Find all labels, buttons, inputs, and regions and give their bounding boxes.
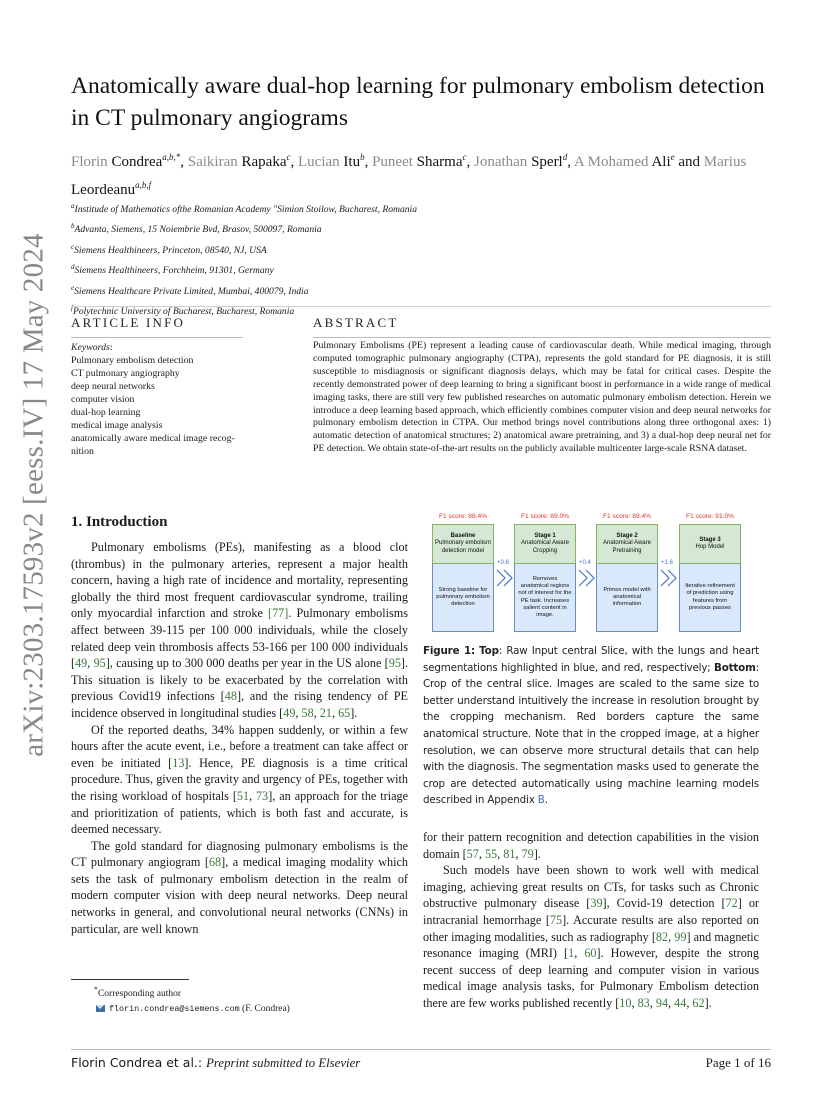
author-first-name: Jonathan bbox=[473, 154, 528, 170]
caption-top-label: Top bbox=[479, 645, 499, 657]
abstract-heading: ABSTRACT bbox=[313, 315, 399, 330]
affiliation-mark: a bbox=[71, 202, 75, 210]
paragraph-text: ], causing up to 300 000 deaths per year in the US alone [ bbox=[105, 656, 389, 671]
f1-score-label: F1 score: 89.4% bbox=[602, 513, 651, 520]
arxiv-stamp-text: arXiv:2303.17593v2 [eess.IV] 17 May 2024 bbox=[17, 233, 50, 757]
double-chevron-right-icon bbox=[659, 568, 681, 588]
affiliation-mark: d bbox=[71, 263, 75, 272]
affiliation-text: Siemens Healthineers, Forchheim, 91301, Germany bbox=[74, 265, 274, 277]
citation-link[interactable]: 58 bbox=[301, 705, 314, 720]
paragraph-text: ] or intracranial hemorrhage [ bbox=[423, 896, 759, 927]
keyword-item: Pulmonary embolism detection bbox=[71, 355, 194, 366]
author-affiliation-marks: c bbox=[462, 152, 467, 162]
affiliation-item bbox=[71, 239, 531, 259]
email-note: (F. Condrea) bbox=[242, 1004, 290, 1015]
affiliation-item bbox=[71, 280, 531, 300]
page-number: Page 1 of 16 bbox=[705, 1055, 771, 1070]
double-chevron-right-icon bbox=[577, 568, 599, 588]
footnote-mark: * bbox=[94, 985, 98, 994]
stage-header-box bbox=[679, 524, 741, 564]
author-affiliation-marks: c bbox=[286, 152, 291, 162]
stage-description-box: Strong baseline for pulmonary embolism detection bbox=[432, 564, 494, 632]
author-list: Florin Condrea$^{a,b,*}$, Saikiran Rapaka$^c$, Lucian Itu$^b$, Puneet Sharma$^c$, Jonathan Sperl$^d$, A Mohamed Ali$^e$ and Marius Leordeanu$^{a,b,f}$ bbox=[71, 152, 747, 198]
arxiv-identifier-stamp bbox=[14, 233, 54, 757]
affiliation-text: Polytechnic University of Bucharest, Bucharest, Romania bbox=[72, 306, 295, 318]
citation-link[interactable]: 49 bbox=[283, 705, 296, 720]
caption-bottom-text: : Crop of the central slice. Images are scaled to the same size to better understand intuitively the increase in resolution brought by the cropping mechanism. Red borders capture the same anatomical structure. Note that in the cropped image, at a higher resolution, we can observe more structural details that can help with the diagnosis. The segmentation masks used to generate the crop are detected automatically using machine learning models described in Appendix bbox=[423, 661, 759, 807]
citation-link[interactable]: 21 bbox=[319, 705, 332, 720]
stage-title: Baseline bbox=[450, 533, 476, 540]
author-name bbox=[372, 154, 466, 170]
paragraph-text: , bbox=[497, 846, 504, 861]
figure-1-caption bbox=[423, 643, 759, 809]
citation-link[interactable]: 82 bbox=[655, 929, 669, 944]
affiliation-mark: f bbox=[71, 303, 73, 312]
paragraph-text: for their pattern recognition and detection capabilities in the vision domain [ bbox=[423, 830, 759, 861]
citation-link[interactable]: 75 bbox=[549, 912, 563, 927]
paragraph-text: ]. This situation is likely to be exacerbated by the correlation with previous Covid19 infections [ bbox=[71, 656, 409, 704]
appendix-link[interactable]: B bbox=[537, 794, 545, 807]
citation-link[interactable]: 10 bbox=[619, 995, 632, 1010]
keyword-item: computer vision bbox=[71, 394, 135, 405]
paragraph-text: Pulmonary embolisms (PEs), manifesting as a blood clot (thrombus) in the pulmonary arteries, represent a major health concern, having a high rate of incidence and mortality, representing globally the third most frequent cardiovascular syndrome, trailing only myocardial infarction and stroke bbox=[71, 540, 408, 621]
author-first-name: Puneet bbox=[372, 154, 413, 170]
f1-gain-label: +1.6 bbox=[661, 560, 673, 566]
f1-score-label: F1 score: 91.0% bbox=[685, 513, 734, 520]
citation-link[interactable]: 81 bbox=[503, 846, 516, 861]
citation-link[interactable]: 73 bbox=[256, 788, 269, 803]
paragraph-text: , bbox=[478, 846, 485, 861]
f1-gain-label: +0.6 bbox=[497, 560, 509, 566]
paragraph-text: ], an approach for the triage and prioritization of patients, which is both fast and accurate, is deemed necessary. bbox=[71, 788, 408, 837]
caption-bottom-label: Bottom bbox=[714, 661, 756, 674]
author-last-name: Condrea bbox=[111, 154, 163, 170]
paragraph-text: ], a medical imaging modality which sets the task of pulmonary embolism detection in the realm of modern computer vision with deep neural networks. Deep neural networks in general, and convolutional neural networks (CNNs) in particular, are well known bbox=[71, 855, 408, 936]
citation-link[interactable]: 79 bbox=[521, 846, 534, 861]
author-affiliation-marks: b bbox=[360, 152, 365, 162]
paragraph-text: . Pulmonary embolisms affect between 39-115 per 100 000 individuals, while the closely related deep vein thrombosis affects 53-166 per 100 000 individuals [ bbox=[71, 606, 408, 671]
citation-link[interactable]: 62 bbox=[692, 995, 705, 1010]
stage-title: Stage 1 bbox=[534, 533, 556, 540]
affiliation-text: Siemens Healthineers, Princeton, 08540, NJ, USA bbox=[74, 244, 267, 256]
paper-title: Anatomically aware dual-hop learning for pulmonary embolism detection in CT pulmonary angiograms bbox=[71, 73, 765, 131]
f1-score-label: F1 score: 88.4% bbox=[438, 513, 487, 520]
footnote-divider bbox=[71, 979, 189, 980]
keyword-item: CT pulmonary angiography bbox=[71, 368, 180, 379]
body-paragraph bbox=[71, 539, 408, 722]
paragraph-text: , bbox=[631, 995, 638, 1010]
affiliation-mark: b bbox=[71, 222, 75, 231]
abstract-text: Pulmonary Embolisms (PE) represent a leading cause of cardiovascular death. While medical imaging, through computed tomographic pulmonary angiography (CTPA), represents the gold standard for PE diagnosis, it is still susceptible to misdiagnosis or significant diagnosis delays, which may be fatal for critical cases. Despite the recently demonstrated power of deep learning to bring a significant boost in performance in a wide range of medical imaging tasks, there are still very few published researches on automatic pulmonary embolism detection. Herein we introduce a deep learning based approach, which efficiently combines computer vision and deep neural networks for pulmonary embolism detection in CTPA. Our method brings novel contributions along three orthogonal axes: 1) automatic detection of anatomical structures; 2) anatomical aware pretraining, and 3) a dual-hop deep neural net for PE detection. We obtain state-of-the-art results on the publicly available multicenter large-scale RSNA dataset. bbox=[313, 340, 771, 455]
citation-link[interactable]: 48 bbox=[224, 689, 237, 704]
author-last-name: Rapaka bbox=[241, 154, 287, 170]
author-and: and bbox=[678, 154, 701, 170]
f1-gain-label: +0.4 bbox=[579, 560, 591, 566]
f1-score-label: F1 score: 89.0% bbox=[520, 513, 569, 520]
figure-1-pipeline-diagram bbox=[425, 512, 765, 634]
citation-link[interactable]: 49 bbox=[75, 656, 88, 671]
paragraph-text: ]. bbox=[350, 705, 358, 720]
footer-left bbox=[71, 1055, 360, 1071]
paragraph-text: Of the reported deaths, 34% happen suddenly, or within a few hours after the acute event, i.e., before a treatment can take affect or even be initiated [ bbox=[71, 722, 408, 770]
paragraph-text: ]. However, despite the strong recent success of deep learning and computer vision in various medical image analysis tasks, for Pulmonary Embolism detection there are few works published recently [ bbox=[423, 946, 759, 1010]
citation-link[interactable]: 39 bbox=[590, 896, 603, 911]
paragraph-text: , bbox=[249, 788, 257, 803]
citation-link[interactable]: 57 bbox=[466, 846, 479, 861]
author-last-name: Itu bbox=[343, 154, 361, 170]
paragraph-text: , bbox=[331, 705, 339, 720]
body-paragraph bbox=[71, 722, 408, 838]
author-first-name: Lucian bbox=[298, 154, 340, 170]
paragraph-text: Such models have been shown to work well with medical imaging, achieving great results on CTs, for tasks such as Chronic obstructive pulmonary disease [ bbox=[423, 863, 759, 911]
affiliation-text: Siemens Healthcare Private Limited, Mumbai, 400079, India bbox=[74, 285, 309, 297]
stage-subtitle: Anatomical Aware Pretraining bbox=[603, 540, 651, 554]
stage-subtitle: Anatomical Aware Cropping bbox=[521, 540, 569, 554]
paragraph-text: , bbox=[668, 929, 675, 944]
paragraph-text: , bbox=[574, 946, 585, 961]
citation-link[interactable]: 72 bbox=[725, 896, 738, 911]
paragraph-text: , bbox=[87, 656, 94, 671]
paragraph-text: , bbox=[295, 705, 302, 720]
paragraph-text: ], and the rising tendency of PE incidence observed in longitudinal studies [ bbox=[71, 689, 408, 720]
stage-subtitle: Pulmonary embolism detection model bbox=[434, 540, 492, 554]
stage-subtitle: Hop Model bbox=[695, 544, 725, 550]
paragraph-text: ] and magnetic resonance imaging (MRI) [ bbox=[423, 929, 759, 961]
paragraph-text: ], Covid-19 detection [ bbox=[602, 896, 726, 911]
header-divider bbox=[71, 306, 771, 307]
author-last-name: Sharma bbox=[416, 154, 463, 170]
stage-title: Stage 3 bbox=[699, 536, 721, 543]
affiliation-mark: e bbox=[71, 283, 75, 292]
citation-link[interactable]: 55 bbox=[484, 846, 498, 861]
pipeline-stage bbox=[596, 512, 658, 632]
stage-title: Stage 2 bbox=[616, 533, 638, 540]
author-name bbox=[188, 154, 291, 170]
author-affiliation-marks: a,b,f bbox=[135, 180, 152, 190]
affiliation-item bbox=[71, 218, 531, 238]
citation-link[interactable]: 65 bbox=[338, 705, 351, 720]
author-first-name: Florin bbox=[71, 154, 108, 170]
article-info-divider bbox=[71, 337, 243, 338]
keyword-item: anatomically aware medical image recog- bbox=[71, 433, 235, 444]
paragraph-text: , bbox=[668, 995, 675, 1010]
citation-link[interactable]: 51 bbox=[236, 788, 250, 803]
affiliation-list bbox=[71, 198, 531, 320]
paragraph-text: The gold standard for diagnosing pulmonary embolisms is the CT pulmonary angiogram [ bbox=[71, 838, 408, 870]
affiliation-text: Advanta, Siemens, 15 Noiembrie Bvd, Brasov, 500097, Romania bbox=[74, 224, 322, 236]
footnote bbox=[94, 982, 290, 1017]
author-name bbox=[474, 154, 567, 170]
caption-top-text: : Raw Input central Slice, with the lungs and heart segmentations highlighted in blue, and red, respectively; bbox=[423, 645, 760, 674]
article-info-heading: ARTICLE INFO bbox=[71, 315, 186, 330]
footnote-text: Corresponding author bbox=[97, 989, 182, 1000]
paragraph-text: , bbox=[313, 705, 320, 720]
affiliation-item bbox=[71, 198, 531, 218]
keyword-list bbox=[71, 354, 301, 458]
author-first-name: Marius bbox=[703, 154, 747, 170]
author-name bbox=[574, 154, 675, 170]
paragraph-text: , bbox=[649, 995, 656, 1010]
body-paragraph bbox=[71, 838, 408, 938]
citation-link[interactable]: 1 bbox=[568, 946, 575, 961]
citation-link[interactable]: 95 bbox=[388, 656, 401, 671]
paragraph-text: , bbox=[686, 995, 693, 1010]
author-last-name: Sperl bbox=[531, 154, 563, 170]
author-last-name: Ali bbox=[651, 154, 671, 170]
stage-description-box: Iterative refinement of prediction using features from previous passes bbox=[679, 564, 741, 632]
author-first-name: A Mohamed bbox=[573, 154, 649, 170]
keyword-item: nition bbox=[71, 446, 94, 457]
author-last-name: Leordeanu bbox=[71, 182, 136, 198]
paragraph-text: ]. Hence, PE diagnosis is a time critical procedure. Thus, given the gravity and urgency of PEs, together with the rising workload of hospitals [ bbox=[71, 755, 408, 803]
citation-link[interactable]: 44 bbox=[674, 995, 687, 1010]
body-paragraph bbox=[423, 829, 759, 862]
author-affiliation-marks: e bbox=[670, 152, 675, 162]
paragraph-text: ]. bbox=[533, 846, 541, 861]
author-affiliation-marks: d bbox=[562, 152, 568, 162]
citation-link[interactable]: [77] bbox=[268, 606, 289, 621]
caption-label: Figure 1: bbox=[423, 645, 475, 657]
keyword-item: medical image analysis bbox=[71, 420, 163, 431]
caption-end: . bbox=[544, 794, 548, 807]
footnote-corresponding-author bbox=[94, 982, 290, 1002]
pipeline-stage bbox=[679, 512, 741, 632]
body-paragraph bbox=[423, 862, 759, 1011]
citation-link[interactable]: 95 bbox=[93, 656, 106, 671]
citation-link[interactable]: 94 bbox=[655, 995, 669, 1010]
keyword-item: deep neural networks bbox=[71, 381, 155, 392]
stage-description-box: Primes model with anatomical information bbox=[596, 564, 658, 632]
citation-link[interactable]: 99 bbox=[674, 929, 687, 944]
author-affiliation-marks: a,b,* bbox=[162, 152, 181, 162]
citation-link[interactable]: 83 bbox=[637, 995, 650, 1010]
paragraph-text: ]. Accurate results are also reported on other imaging modalities, such as radiography [ bbox=[423, 912, 760, 944]
pipeline-stage bbox=[514, 512, 576, 632]
pipeline-stage bbox=[432, 512, 494, 632]
affiliation-text: Institude of Mathematics ofthe Romanian Academy "Simion Stoilow, Bucharest, Romania bbox=[74, 204, 418, 216]
citation-link[interactable]: 60 bbox=[584, 946, 597, 961]
footer-venue: Preprint submitted to Elsevier bbox=[206, 1056, 361, 1070]
keyword-item: dual-hop learning bbox=[71, 407, 141, 418]
stage-description-box: Removes anatomical regions not of interest for the PE task. Increases salient content in image. bbox=[514, 564, 576, 632]
author-name bbox=[298, 154, 365, 170]
stage-header-box bbox=[596, 524, 658, 564]
author-first-name: Saikiran bbox=[187, 154, 238, 170]
keywords-block: Keywords: Pulmonary embolism detection CT pulmonary angiography deep neural networks computer vision dual-hop learning medical image analysis anatomically aware medical image recog- nition bbox=[71, 341, 301, 458]
author-name bbox=[71, 154, 180, 170]
section-heading-introduction: 1. Introduction bbox=[71, 514, 168, 530]
affiliation-item bbox=[71, 259, 531, 279]
stage-header-box bbox=[514, 524, 576, 564]
footer-author: Florin Condrea et al.: bbox=[71, 1055, 203, 1070]
double-chevron-right-icon bbox=[495, 568, 517, 588]
abstract-divider bbox=[313, 337, 771, 338]
paragraph-text: ]. bbox=[704, 995, 712, 1010]
paragraph-text: , bbox=[515, 846, 522, 861]
keywords-label: Keywords bbox=[71, 342, 110, 353]
affiliation-mark: c bbox=[71, 242, 75, 251]
citation-link[interactable]: 68 bbox=[208, 855, 222, 870]
citation-link[interactable]: 13 bbox=[172, 755, 185, 770]
footer-divider bbox=[71, 1049, 771, 1050]
envelope-icon bbox=[96, 1005, 105, 1012]
stage-header-box bbox=[432, 524, 494, 564]
author-email-link[interactable]: florin.condrea@siemens.com bbox=[109, 1004, 240, 1015]
body-column-right bbox=[423, 829, 759, 1012]
body-column-left bbox=[71, 539, 408, 937]
